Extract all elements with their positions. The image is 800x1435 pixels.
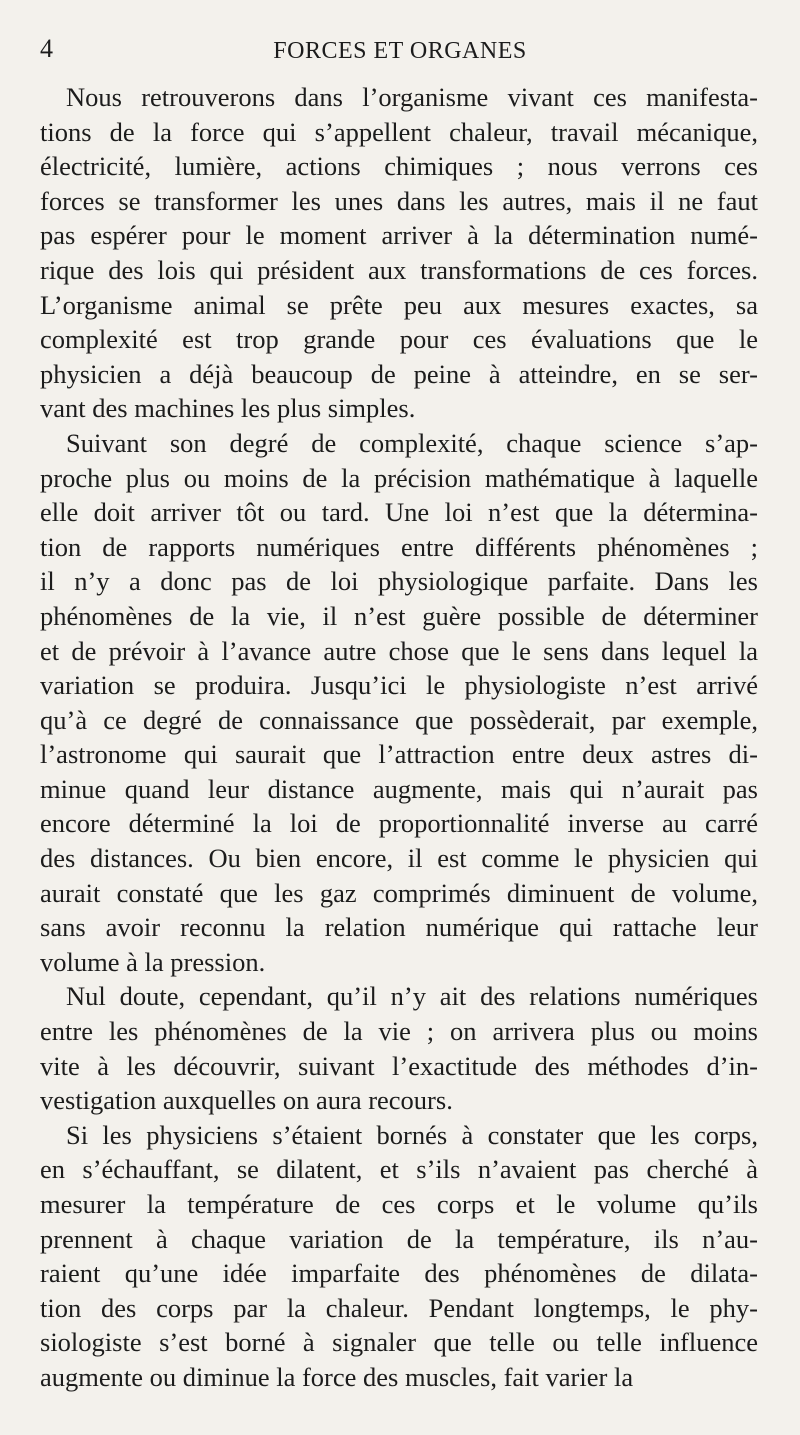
text-line: sans avoir reconnu la relation numérique qui rattache leur [40, 912, 758, 943]
text-line: tions de la force qui s’appellent chaleur, travail mécanique, [40, 116, 758, 147]
paragraph-container [40, 80, 758, 1395]
text-line: vite à les découvrir, suivant l’exactitude des méthodes d’in- [40, 1050, 758, 1081]
text-line: il n’y a donc pas de loi physiologique parfaite. Dans les [40, 566, 758, 597]
text-line: volume à la pression. [40, 946, 266, 977]
text-line: Nous retrouverons dans l’organisme vivant ces manifesta- [66, 82, 758, 112]
body-text [40, 80, 758, 1395]
text-line: variation se produira. Jusqu’ici le physiologiste n’est arrivé [40, 670, 758, 701]
paragraph [40, 1118, 758, 1395]
text-line: aurait constaté que les gaz comprimés diminuent de volume, [40, 877, 758, 908]
text-line: pas espérer pour le moment arriver à la détermination numé- [40, 220, 758, 251]
text-line: des distances. Ou bien encore, il est comme le physicien qui [40, 843, 758, 874]
text-line: Suivant son degré de complexité, chaque science s’ap- [66, 427, 758, 458]
text-line: siologiste s’est borné à signaler que telle ou telle influence [40, 1327, 758, 1358]
paragraph [40, 979, 758, 1117]
text-line: vestigation auxquelles on aura recours. [40, 1085, 453, 1116]
text-line: tion de rapports numériques entre différents phénomènes ; [40, 531, 758, 562]
text-line: entre les phénomènes de la vie ; on arrivera plus ou moins [40, 1016, 758, 1047]
text-line: raient qu’une idée imparfaite des phénomènes de dilata- [40, 1258, 758, 1289]
text-line: prennent à chaque variation de la température, ils n’au- [40, 1223, 758, 1254]
text-line: encore déterminé la loi de proportionnalité inverse au carré [40, 808, 758, 839]
text-line: l’astronome qui saurait que l’attraction entre deux astres di- [40, 739, 758, 770]
text-line: rique des lois qui président aux transformations de ces forces. [40, 254, 758, 285]
text-line: proche plus ou moins de la précision mathématique à laquelle [40, 462, 758, 493]
text-line: elle doit arriver tôt ou tard. Une loi n’est que la détermina- [40, 497, 758, 528]
text-line: électricité, lumière, actions chimiques ; nous verrons ces [40, 151, 758, 182]
text-line: Nul doute, cependant, qu’il n’y ait des relations numériques [66, 981, 758, 1012]
text-line: forces se transformer les unes dans les autres, mais il ne faut [40, 185, 758, 216]
text-line: qu’à ce degré de connaissance que possèderait, par exemple, [40, 704, 758, 735]
text-line: L’organisme animal se prête peu aux mesures exactes, sa [40, 289, 758, 320]
text-line: phénomènes de la vie, il n’est guère possible de déterminer [40, 600, 758, 631]
paragraph [40, 426, 758, 980]
running-head [40, 28, 760, 68]
text-line: tion des corps par la chaleur. Pendant longtemps, le phy- [40, 1292, 758, 1323]
text-line: Si les physiciens s’étaient bornés à constater que les corps, [66, 1119, 758, 1150]
text-line: et de prévoir à l’avance autre chose que le sens dans lequel la [40, 635, 758, 666]
text-line: physicien a déjà beaucoup de peine à atteindre, en se ser- [40, 358, 758, 389]
text-line: augmente ou diminue la force des muscles, fait varier la [40, 1361, 634, 1392]
text-line: mesurer la température de ces corps et le volume qu’ils [40, 1189, 758, 1219]
page-number: 4 [40, 34, 53, 63]
text-line: en s’échauffant, se dilatent, et s’ils n’avaient pas cherché à [40, 1154, 758, 1185]
running-title: FORCES ET ORGANES [273, 38, 527, 64]
text-line: minue quand leur distance augmente, mais qui n’aurait pas [40, 773, 758, 804]
text-line: vant des machines les plus simples. [40, 393, 416, 424]
paragraph [40, 80, 758, 426]
text-line: complexité est trop grande pour ces évaluations que le [40, 324, 758, 355]
